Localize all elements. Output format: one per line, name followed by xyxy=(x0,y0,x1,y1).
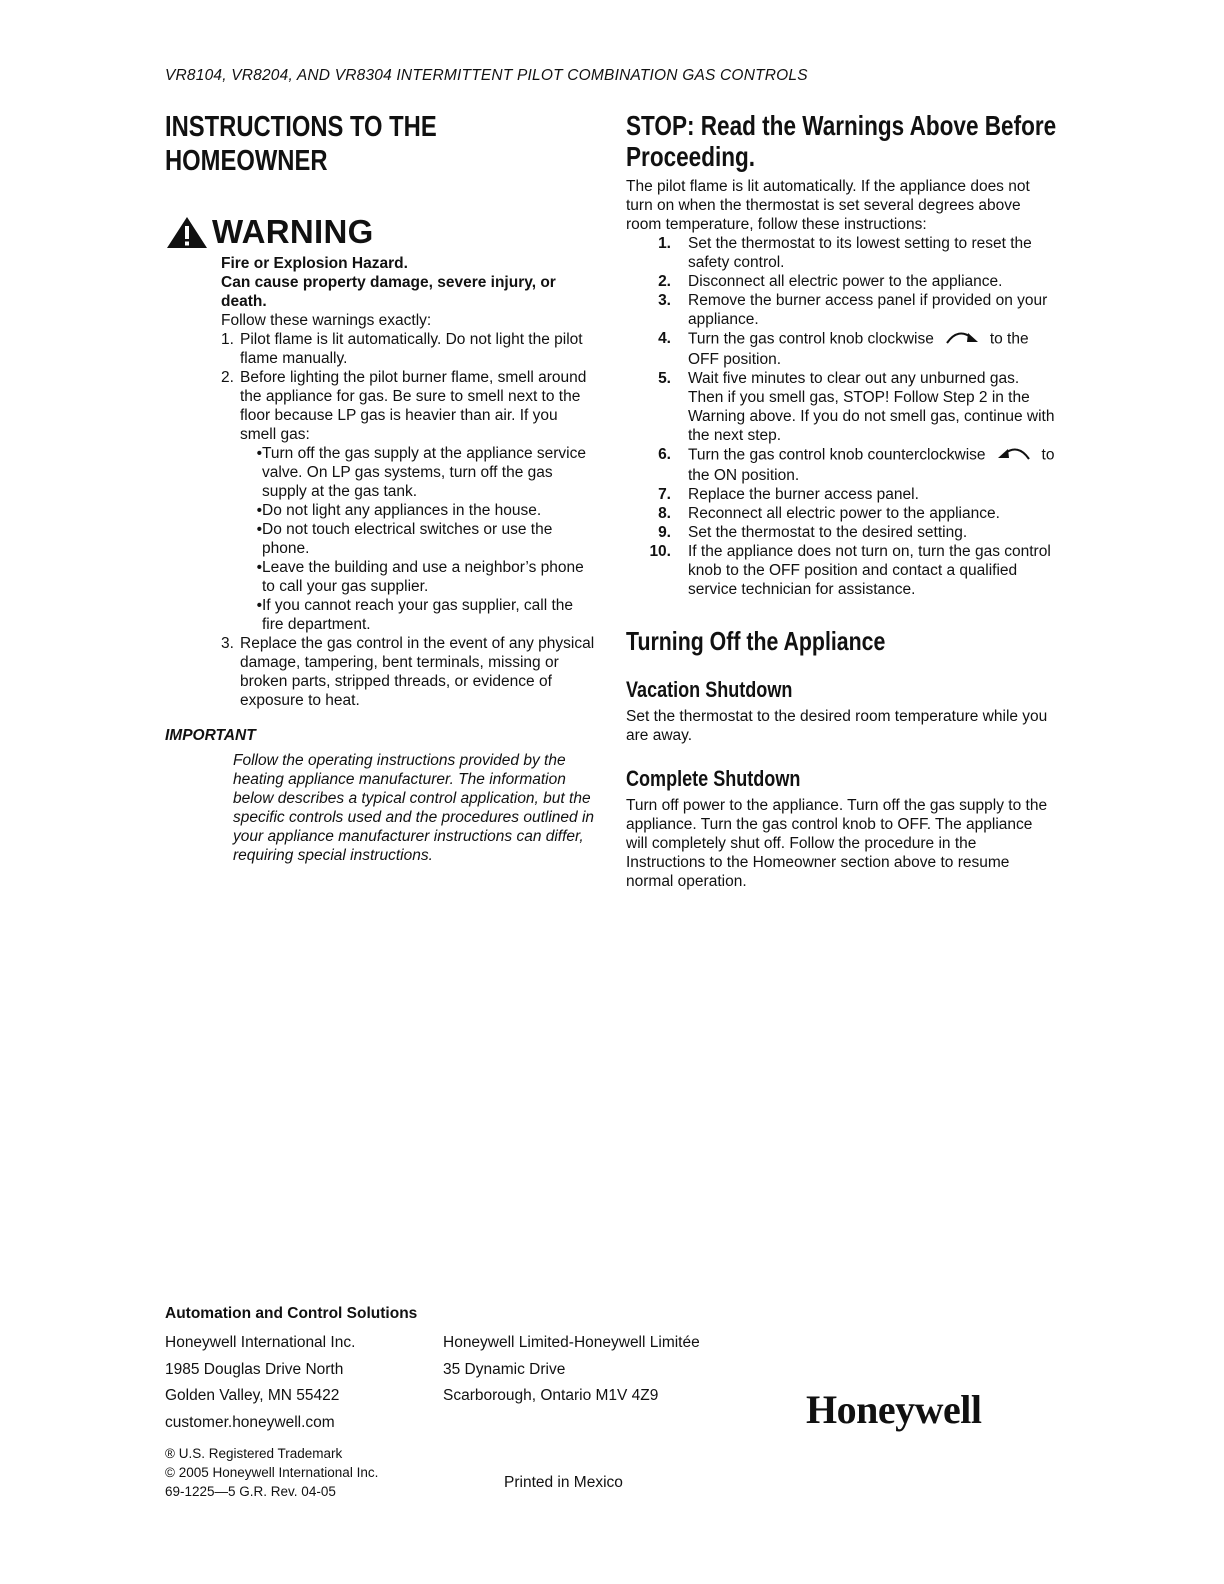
document-number: 69-1225—5 G.R. Rev. 04-05 xyxy=(165,1484,336,1499)
warning-item: 3. Replace the gas control in the event of any physical damage, tampering, bent terminals, missing or broken parts, stripped threads, or evidence of exposure to heat. xyxy=(221,635,595,709)
warning-bullet: •Turn off the gas supply at the appliance service valve. On LP gas systems, turn off the gas supply at the gas tank. xyxy=(256,445,586,500)
step-item: 1. Set the thermostat to its lowest setting to reset the safety control. xyxy=(658,235,1032,271)
warning-triangle-icon xyxy=(165,215,209,249)
step-item: 10. If the appliance does not turn on, turn the gas control knob to the OFF position and contact a qualified service technician for assistance. xyxy=(649,543,1051,598)
stop-heading-line1: STOP: Read the Warnings Above Before xyxy=(626,110,1057,141)
warning-bullet: •Do not touch electrical switches or use the phone. xyxy=(256,521,553,557)
important-text: Follow the operating instructions provided by the heating appliance manufacturer. The information below describes a typical control application, but the specific controls used and the procedures outlined in your appliance manufacturer instructions can differ, requiring special instructions. xyxy=(233,752,595,864)
homeowner-heading-line1: INSTRUCTIONS TO THE xyxy=(165,111,437,143)
counterclockwise-arrow-icon xyxy=(996,445,1032,466)
vacation-shutdown-heading: Vacation Shutdown xyxy=(626,677,793,702)
step-item: 5. Wait five minutes to clear out any unburned gas. Then if you smell gas, STOP! Follow Step 2 in the Warning above. If you do not smell gas, continue with the next step. xyxy=(658,370,1055,444)
warning-title-row xyxy=(165,212,595,252)
warning-bullet: •If you cannot reach your gas supplier, call the fire department. xyxy=(256,597,574,633)
hazard-text: Fire or Explosion Hazard. xyxy=(221,255,408,272)
legal-block xyxy=(165,1444,378,1501)
footer-address-block xyxy=(165,1305,700,1436)
step-item: 8. Reconnect all electric power to the appliance. xyxy=(658,505,1000,522)
us-address: Honeywell International Inc. 1985 Douglas Drive North Golden Valley, MN 55422 customer.honeywell.com xyxy=(165,1330,443,1436)
steps-list xyxy=(626,234,1058,599)
document-header: VR8104, VR8204, AND VR8304 INTERMITTENT PILOT COMBINATION GAS CONTROLS xyxy=(165,67,808,84)
footer-org: Automation and Control Solutions xyxy=(165,1305,418,1322)
step-item: 9. Set the thermostat to the desired setting. xyxy=(658,524,968,541)
warning-bullet: •Do not light any appliances in the house. xyxy=(256,502,542,519)
right-column xyxy=(626,110,1058,891)
warning-lead: Follow these warnings exactly: xyxy=(221,312,432,329)
warning-item: 1. Pilot flame is lit automatically. Do not light the pilot flame manually. xyxy=(221,331,583,367)
step-item: 7. Replace the burner access panel. xyxy=(658,486,919,503)
step-item: 3. Remove the burner access panel if provided on your appliance. xyxy=(658,292,1048,328)
warning-body xyxy=(221,254,595,710)
customer-website-link[interactable]: customer.honeywell.com xyxy=(165,1413,335,1431)
complete-shutdown-heading: Complete Shutdown xyxy=(626,766,801,791)
left-column xyxy=(165,110,595,865)
warning-word: WARNING xyxy=(212,213,374,250)
step-item: 2. Disconnect all electric power to the appliance. xyxy=(658,273,1003,290)
consequence-text: Can cause property damage, severe injury, or death. xyxy=(221,274,556,310)
copyright-note: © 2005 Honeywell International Inc. xyxy=(165,1465,379,1480)
complete-shutdown-text: Turn off power to the appliance. Turn off the gas supply to the appliance. Turn the gas control knob to OFF. The appliance will completely shut off. Follow the procedure in the Instructions to the Homeowner section above to resume normal operation. xyxy=(626,797,1048,890)
homeowner-heading-line2: HOMEOWNER xyxy=(165,145,328,177)
printed-in: Printed in Mexico xyxy=(504,1474,623,1491)
warning-item: 2. Before lighting the pilot burner flame, smell around the appliance for gas. Be sure to smell next to the floor because LP gas is heavier than air. If you smell gas: xyxy=(221,369,587,443)
step-item: 4. Turn the gas control knob clockwise to the OFF position. xyxy=(658,330,1029,368)
clockwise-arrow-icon xyxy=(944,329,980,350)
stop-heading-line2: Proceeding. xyxy=(626,141,756,172)
warning-bullet: •Leave the building and use a neighbor’s phone to call your gas supplier. xyxy=(256,559,584,595)
important-label: IMPORTANT xyxy=(165,727,256,744)
step-item: 6. Turn the gas control knob counterclockwise to the ON position. xyxy=(658,446,1055,484)
turning-off-heading: Turning Off the Appliance xyxy=(626,626,886,656)
canada-address: Honeywell Limited-Honeywell Limitée 35 Dynamic Drive Scarborough, Ontario M1V 4Z9 xyxy=(443,1334,700,1404)
stop-intro: The pilot flame is lit automatically. If the appliance does not turn on when the thermostat is set several degrees above room temperature, follow these instructions: xyxy=(626,178,1030,233)
trademark-note: ® U.S. Registered Trademark xyxy=(165,1446,343,1461)
honeywell-logo: Honeywell xyxy=(806,1387,982,1432)
vacation-shutdown-text: Set the thermostat to the desired room temperature while you are away. xyxy=(626,708,1048,744)
